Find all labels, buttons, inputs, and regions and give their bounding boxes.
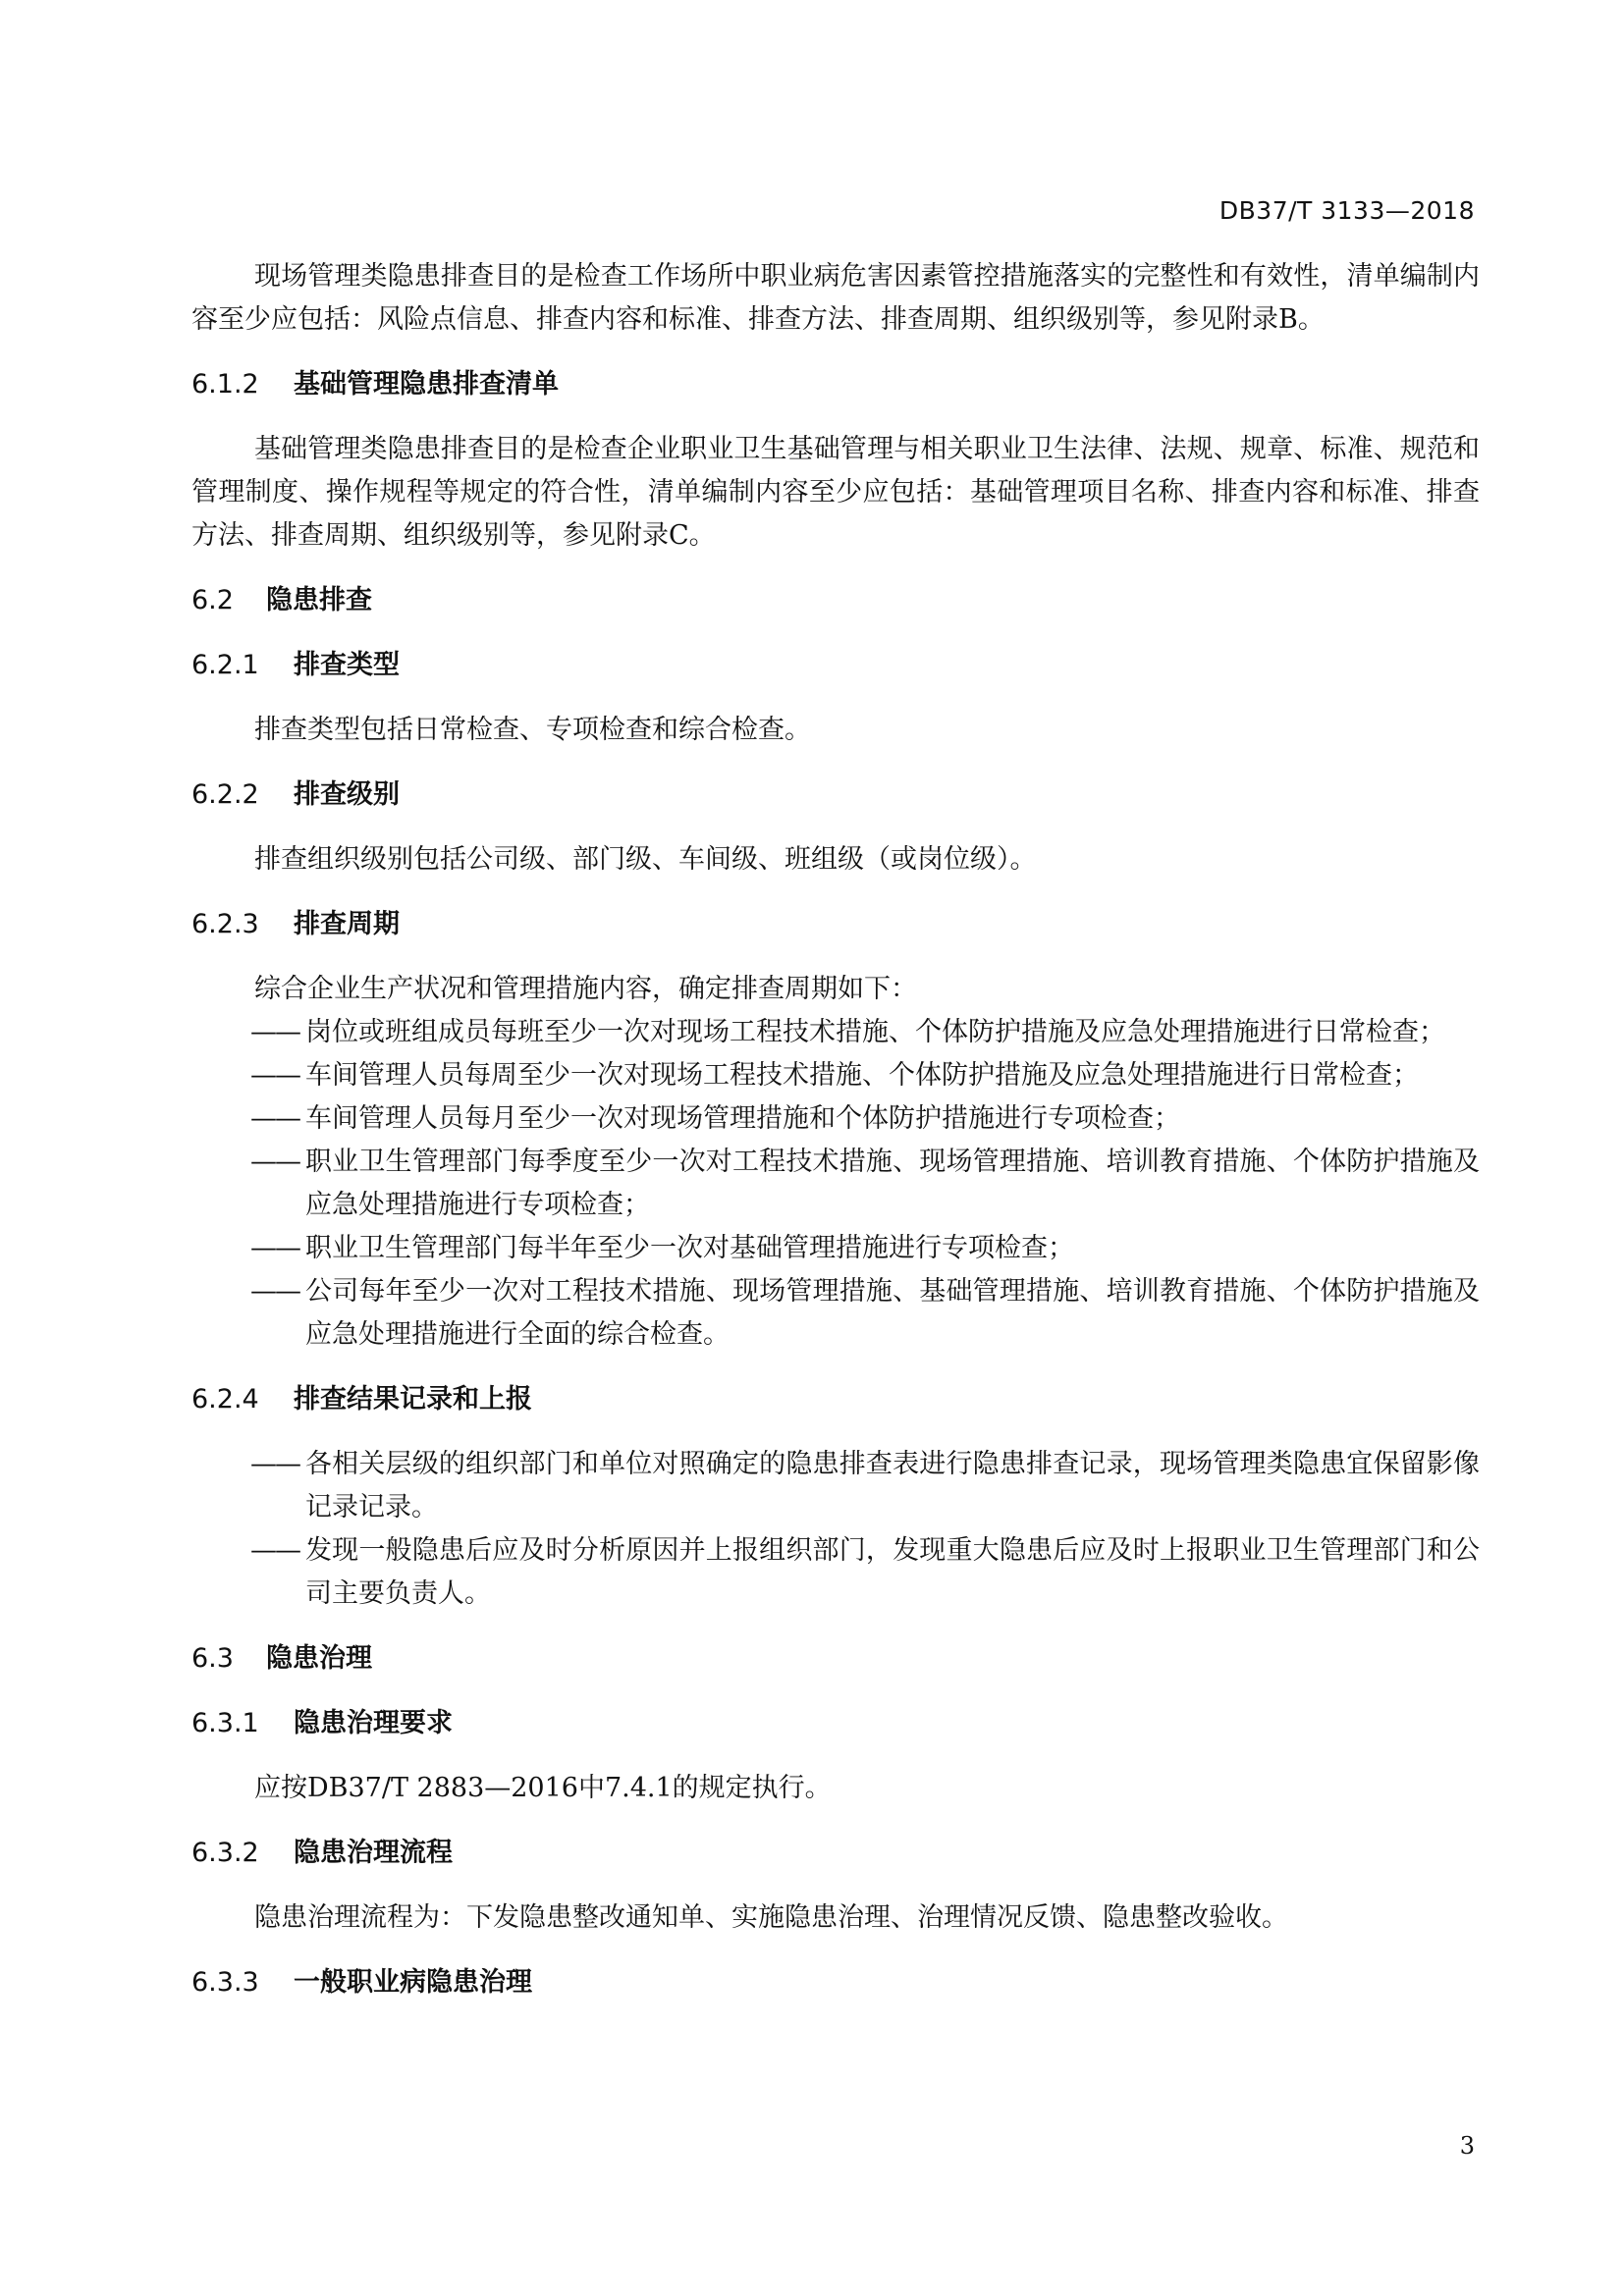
list-item: —— 车间管理人员每月至少一次对现场管理措施和个体防护措施进行专项检查； bbox=[191, 1097, 1480, 1141]
heading-6-2-4 bbox=[191, 1378, 1480, 1421]
section-title: 一般职业病隐患治理 bbox=[294, 1967, 532, 1998]
list-item: —— 岗位或班组成员每班至少一次对现场工程技术措施、个体防护措施及应急处理措施进行日常检查； bbox=[191, 1011, 1480, 1054]
heading-6-3-2 bbox=[191, 1832, 1480, 1875]
section-number: 6.3.3 bbox=[191, 1967, 259, 1998]
page-content bbox=[191, 255, 1480, 2026]
section-number: 6.2 bbox=[191, 585, 234, 615]
section-number: 6.1.2 bbox=[191, 369, 259, 400]
paragraph-6-2-3-intro: 综合企业生产状况和管理措施内容，确定排查周期如下： bbox=[254, 974, 917, 1004]
section-number: 6.3 bbox=[191, 1643, 234, 1674]
section-number: 6.3.2 bbox=[191, 1838, 259, 1868]
list-item: —— 职业卫生管理部门每季度至少一次对工程技术措施、现场管理措施、培训教育措施、个体防护措施及应急处理措施进行专项检查； bbox=[191, 1141, 1480, 1227]
list-item: —— 职业卫生管理部门每半年至少一次对基础管理措施进行专项检查； bbox=[191, 1227, 1480, 1270]
list-6-2-3 bbox=[191, 1011, 1480, 1357]
paragraph-6-3-1: 应按DB37/T 2883—2016中7.4.1的规定执行。 bbox=[254, 1773, 832, 1803]
page-number: 3 bbox=[1459, 2132, 1475, 2160]
section-title: 隐患排查 bbox=[266, 585, 372, 615]
section-title: 排查周期 bbox=[294, 909, 400, 939]
paragraph-6-2-2: 排查组织级别包括公司级、部门级、车间级、班组级（或岗位级）。 bbox=[254, 844, 1037, 875]
section-title: 排查级别 bbox=[294, 779, 400, 810]
heading-6-3-1 bbox=[191, 1702, 1480, 1745]
heading-6-2-3 bbox=[191, 903, 1480, 946]
paragraph-6-1-2: 基础管理类隐患排查目的是检查企业职业卫生基础管理与相关职业卫生法律、法规、规章、标准、规范和管理制度、操作规程等规定的符合性，清单编制内容至少应包括：基础管理项目名称、排查内容和标准、排查方法、排查周期、组织级别等，参见附录C。 bbox=[191, 434, 1480, 551]
section-title: 隐患治理流程 bbox=[294, 1838, 453, 1868]
heading-6-1-2 bbox=[191, 363, 1480, 406]
section-title: 基础管理隐患排查清单 bbox=[294, 369, 559, 400]
section-number: 6.2.3 bbox=[191, 909, 259, 939]
section-number: 6.2.4 bbox=[191, 1384, 259, 1415]
paragraph-6-2-1: 排查类型包括日常检查、专项检查和综合检查。 bbox=[254, 715, 811, 745]
list-item: —— 车间管理人员每周至少一次对现场工程技术措施、个体防护措施及应急处理措施进行日常检查； bbox=[191, 1054, 1480, 1097]
list-item: —— 各相关层级的组织部门和单位对照确定的隐患排查表进行隐患排查记录，现场管理类隐患宜保留影像记录记录。 bbox=[191, 1443, 1480, 1529]
section-title: 隐患治理 bbox=[266, 1643, 372, 1674]
list-6-2-4 bbox=[191, 1443, 1480, 1616]
section-title: 隐患治理要求 bbox=[294, 1708, 453, 1738]
paragraph-6-3-2: 隐患治理流程为：下发隐患整改通知单、实施隐患治理、治理情况反馈、隐患整改验收。 bbox=[254, 1902, 1288, 1933]
heading-6-2-2 bbox=[191, 774, 1480, 817]
section-title: 排查结果记录和上报 bbox=[294, 1384, 532, 1415]
list-item: —— 公司每年至少一次对工程技术措施、现场管理措施、基础管理措施、培训教育措施、个体防护措施及应急处理措施进行全面的综合检查。 bbox=[191, 1270, 1480, 1357]
section-title: 排查类型 bbox=[294, 650, 400, 680]
heading-6-2 bbox=[191, 579, 1480, 622]
section-number: 6.3.1 bbox=[191, 1708, 259, 1738]
section-number: 6.2.2 bbox=[191, 779, 259, 810]
list-item: —— 发现一般隐患后应及时分析原因并上报组织部门，发现重大隐患后应及时上报职业卫生管理部门和公司主要负责人。 bbox=[191, 1529, 1480, 1616]
section-number: 6.2.1 bbox=[191, 650, 259, 680]
heading-6-2-1 bbox=[191, 644, 1480, 687]
standard-code: DB37/T 3133—2018 bbox=[1218, 196, 1475, 225]
heading-6-3 bbox=[191, 1637, 1480, 1681]
paragraph-6-1-1-tail: 现场管理类隐患排查目的是检查工作场所中职业病危害因素管控措施落实的完整性和有效性，清单编制内容至少应包括：风险点信息、排查内容和标准、排查方法、排查周期、组织级别等，参见附录B。 bbox=[191, 261, 1480, 335]
heading-6-3-3 bbox=[191, 1961, 1480, 2004]
